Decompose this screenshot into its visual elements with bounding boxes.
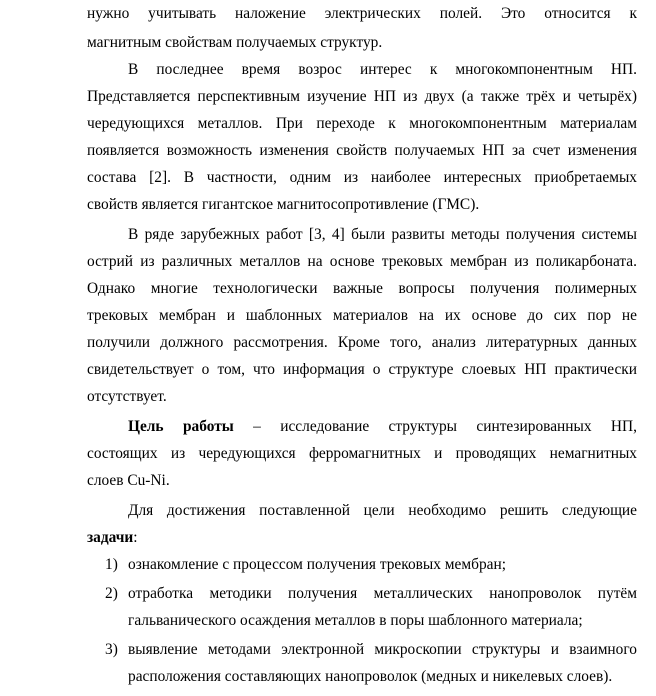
paragraph-line: Представляется перспективным изучение НП из двух (а также трёх и четырёх)	[87, 88, 637, 105]
list-item-text: ознакомление с процессом получения трековых мембран;	[128, 556, 506, 573]
paragraph-line: свойств является гигантское магнитосопротивление (ГМС).	[87, 196, 480, 213]
tasks-label: задачи	[87, 529, 134, 546]
paragraph-line: свидетельствует о том, что информация о структуре слоевых НП практически	[87, 361, 637, 378]
paragraph-line: получили должного рассмотрения. Кроме того, анализ литературных данных	[87, 334, 637, 351]
paragraph-line: Однако многие технологически важные вопросы получения полимерных	[87, 280, 637, 297]
paragraph-line: состоящих из чередующихся ферромагнитных и проводящих немагнитных	[87, 445, 637, 462]
goal-label: Цель работы	[128, 418, 234, 435]
paragraph-line: нужно учитывать наложение электрических полей. Это относится к	[87, 5, 637, 22]
list-item	[87, 583, 637, 605]
list-item	[87, 639, 637, 661]
paragraph-line: трековых мембран и шаблонных материалов на их основе до сих пор не	[87, 307, 637, 324]
paragraph-line: В последнее время возрос интерес к многокомпонентным НП.	[128, 61, 637, 78]
list-item-number: 2)	[105, 585, 118, 602]
list-item-text: гальванического осаждения металлов в поры шаблонного материала;	[128, 612, 583, 629]
list-item-number: 1)	[105, 556, 118, 573]
goal-text: – исследование структуры синтезированных НП,	[233, 418, 637, 435]
paragraph-line: отсутствует.	[87, 388, 167, 405]
tasks-heading-line	[87, 527, 637, 549]
paragraph-line: состава [2]. В частности, одним из наиболее интересных приобретаемых	[87, 169, 637, 186]
goal-line	[128, 416, 637, 438]
list-item-text: выявление методами электронной микроскопии структуры и взаимного	[128, 641, 637, 658]
list-item	[87, 554, 637, 576]
list-item-text: отработка методики получения металлических нанопроволок путём	[128, 585, 637, 602]
paragraph-line: В ряде зарубежных работ [3, 4] были развиты методы получения системы	[128, 226, 637, 243]
paragraph-line: магнитным свойствам получаемых структур.	[87, 34, 383, 51]
list-item-text: расположения составляющих нанопроволок (медных и никелевых слоев).	[128, 668, 613, 685]
tasks-colon: :	[133, 529, 138, 546]
paragraph-line: чередующихся металлов. При переходе к многокомпонентным материалам	[87, 115, 637, 132]
paragraph-line: слоев Cu-Ni.	[87, 472, 170, 489]
list-item-continuation	[87, 666, 637, 688]
list-item-number: 3)	[105, 641, 118, 658]
paragraph-line: Для достижения поставленной цели необходимо решить следующие	[128, 502, 637, 519]
paragraph-line: острий из различных металлов на основе трековых мембран из поликарбоната.	[87, 253, 637, 270]
paragraph-line: появляется возможность изменения свойств получаемых НП за счет изменения	[87, 142, 637, 159]
list-item-continuation	[87, 610, 637, 632]
